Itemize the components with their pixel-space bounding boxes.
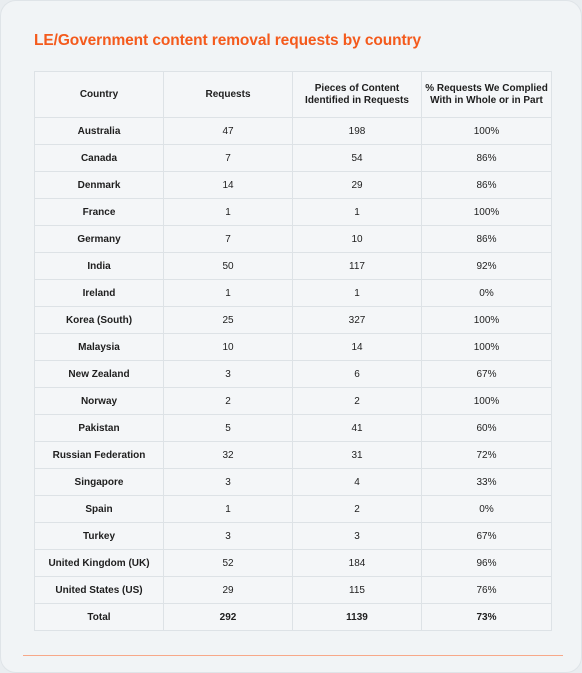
cell-pieces: 2 (293, 388, 422, 415)
cell-complied: 67% (422, 361, 552, 388)
cell-country: India (35, 253, 164, 280)
cell-complied: 0% (422, 496, 552, 523)
cell-complied: 76% (422, 577, 552, 604)
cell-pieces: 184 (293, 550, 422, 577)
cell-country: Norway (35, 388, 164, 415)
cell-requests: 25 (164, 307, 293, 334)
cell-requests: 7 (164, 226, 293, 253)
table-row (35, 118, 552, 145)
cell-pieces: 14 (293, 334, 422, 361)
total-row (35, 604, 552, 631)
cell-complied: 0% (422, 280, 552, 307)
header-pieces (293, 72, 422, 118)
cell-complied: 60% (422, 415, 552, 442)
cell-complied: 67% (422, 523, 552, 550)
table-row (35, 550, 552, 577)
header-complied-line1: % Requests We Complied (425, 82, 548, 94)
cell-pieces: 2 (293, 496, 422, 523)
cell-complied: 33% (422, 469, 552, 496)
table-row (35, 388, 552, 415)
cell-pieces: 117 (293, 253, 422, 280)
cell-complied: 92% (422, 253, 552, 280)
cell-country: Canada (35, 145, 164, 172)
total-requests: 292 (164, 604, 293, 631)
cell-country: Singapore (35, 469, 164, 496)
cell-complied: 100% (422, 334, 552, 361)
table-body (35, 118, 552, 631)
cell-pieces: 31 (293, 442, 422, 469)
cell-pieces: 1 (293, 280, 422, 307)
table-row (35, 307, 552, 334)
page-title: LE/Government content removal requests by country (34, 32, 421, 49)
cell-country: France (35, 199, 164, 226)
cell-country: Korea (South) (35, 307, 164, 334)
cell-requests: 3 (164, 523, 293, 550)
table-row (35, 496, 552, 523)
cell-requests: 1 (164, 496, 293, 523)
table-row (35, 442, 552, 469)
cell-requests: 29 (164, 577, 293, 604)
header-requests: Requests (164, 72, 293, 118)
header-pieces-line2: Identified in Requests (305, 94, 409, 106)
cell-country: United Kingdom (UK) (35, 550, 164, 577)
table-header (35, 72, 552, 118)
cell-requests: 1 (164, 199, 293, 226)
cell-pieces: 1 (293, 199, 422, 226)
cell-country: United States (US) (35, 577, 164, 604)
cell-pieces: 3 (293, 523, 422, 550)
cell-pieces: 4 (293, 469, 422, 496)
table-row (35, 145, 552, 172)
cell-complied: 86% (422, 226, 552, 253)
header-complied (422, 72, 552, 118)
cell-pieces: 29 (293, 172, 422, 199)
table-row (35, 469, 552, 496)
cell-complied: 100% (422, 199, 552, 226)
cell-country: New Zealand (35, 361, 164, 388)
cell-country: Spain (35, 496, 164, 523)
table-row (35, 199, 552, 226)
cell-complied: 96% (422, 550, 552, 577)
cell-complied: 72% (422, 442, 552, 469)
table-row (35, 334, 552, 361)
cell-complied: 86% (422, 172, 552, 199)
header-row (35, 72, 552, 118)
cell-requests: 2 (164, 388, 293, 415)
cell-country: Germany (35, 226, 164, 253)
cell-country: Ireland (35, 280, 164, 307)
total-pieces: 1139 (293, 604, 422, 631)
table-row (35, 253, 552, 280)
table-row (35, 361, 552, 388)
cell-complied: 100% (422, 307, 552, 334)
table-row (35, 577, 552, 604)
table-row (35, 280, 552, 307)
cell-requests: 47 (164, 118, 293, 145)
cell-complied: 100% (422, 118, 552, 145)
cell-requests: 10 (164, 334, 293, 361)
table-row (35, 523, 552, 550)
cell-pieces: 115 (293, 577, 422, 604)
table-row (35, 226, 552, 253)
cell-pieces: 327 (293, 307, 422, 334)
cell-pieces: 198 (293, 118, 422, 145)
cell-pieces: 6 (293, 361, 422, 388)
cell-pieces: 10 (293, 226, 422, 253)
cell-requests: 14 (164, 172, 293, 199)
cell-requests: 3 (164, 469, 293, 496)
cell-country: Denmark (35, 172, 164, 199)
total-label: Total (35, 604, 164, 631)
header-complied-line2: With in Whole or in Part (430, 94, 543, 106)
cell-country: Malaysia (35, 334, 164, 361)
cell-complied: 86% (422, 145, 552, 172)
cell-requests: 52 (164, 550, 293, 577)
cell-country: Pakistan (35, 415, 164, 442)
removal-requests-table (34, 71, 552, 631)
cell-requests: 3 (164, 361, 293, 388)
header-country: Country (35, 72, 164, 118)
cell-country: Russian Federation (35, 442, 164, 469)
total-complied: 73% (422, 604, 552, 631)
cell-requests: 5 (164, 415, 293, 442)
cell-requests: 50 (164, 253, 293, 280)
table-row (35, 172, 552, 199)
table-row (35, 415, 552, 442)
cell-pieces: 54 (293, 145, 422, 172)
cell-requests: 7 (164, 145, 293, 172)
cell-country: Australia (35, 118, 164, 145)
cell-country: Turkey (35, 523, 164, 550)
cell-requests: 1 (164, 280, 293, 307)
cell-pieces: 41 (293, 415, 422, 442)
cell-complied: 100% (422, 388, 552, 415)
footer-divider (23, 655, 563, 656)
cell-requests: 32 (164, 442, 293, 469)
header-pieces-line1: Pieces of Content (314, 82, 400, 94)
